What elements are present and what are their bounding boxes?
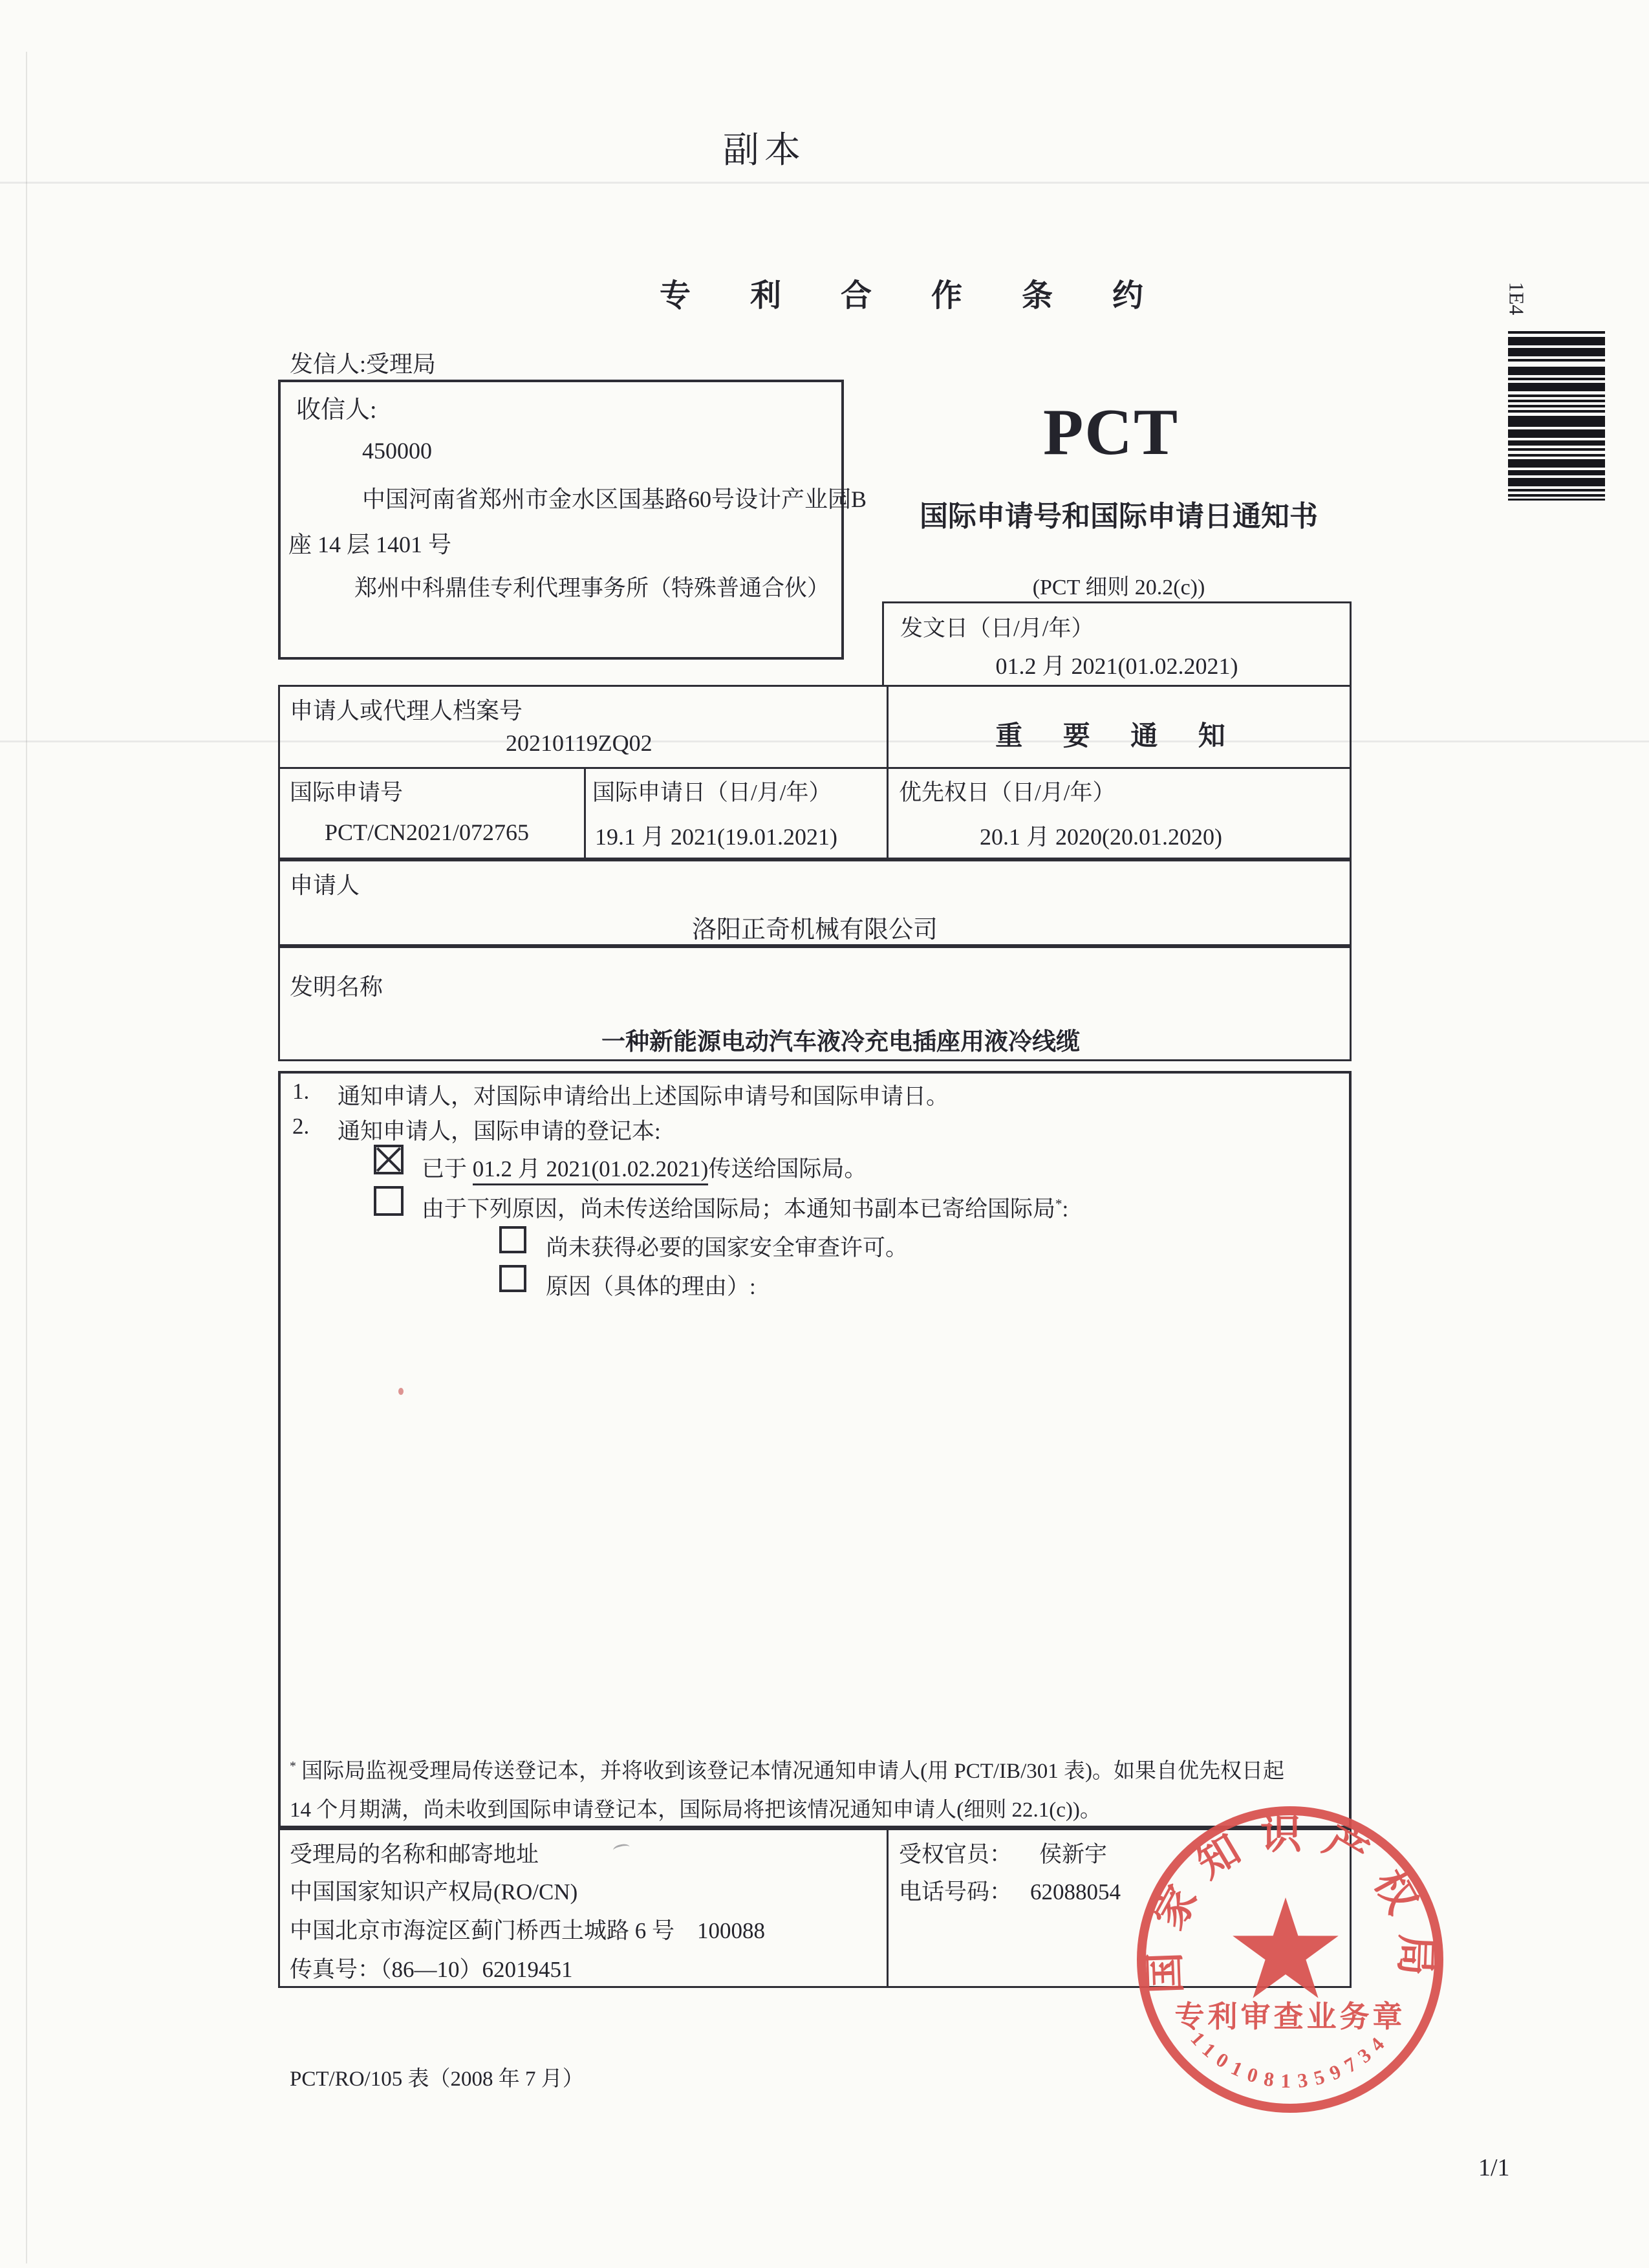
option-transmitted-date: 01.2 月 2021(01.02.2021) bbox=[473, 1156, 709, 1185]
office-box-divider bbox=[887, 1830, 889, 1986]
invention-value: 一种新能源电动汽车液冷充电插座用液冷线缆 bbox=[601, 1029, 1080, 1055]
notification-body-box bbox=[278, 1071, 1352, 1828]
phone-value: 62088054 bbox=[1030, 1879, 1121, 1905]
phone-label: 电话号码： bbox=[899, 1879, 1013, 1905]
file-ref-label: 申请人或代理人档案号 bbox=[290, 698, 523, 724]
item1-text: 通知申请人，对国际申请给出上述国际申请号和国际申请日。 bbox=[338, 1084, 949, 1109]
invention-label: 发明名称 bbox=[290, 974, 383, 1000]
option-security-text: 尚未获得必要的国家安全审查许可。 bbox=[546, 1235, 909, 1260]
item1-number: 1. bbox=[292, 1079, 310, 1104]
authorized-officer-line bbox=[899, 1837, 1107, 1869]
filing-date-label: 国际申请日（日/月/年） bbox=[592, 780, 832, 805]
footnote-line2: 14 个月期满，尚未收到国际申请登记本，国际局将把该情况通知申请人(细则 22.1(c))。 bbox=[290, 1798, 1101, 1822]
footnote-marker-ref: * bbox=[1055, 1196, 1062, 1212]
intl-app-no-label: 国际申请号 bbox=[290, 780, 404, 805]
option-not-transmitted-colon: : bbox=[1062, 1196, 1069, 1222]
option-transmitted-prefix: 已于 bbox=[422, 1156, 473, 1182]
checkbox-transmitted bbox=[374, 1145, 404, 1174]
filing-date-value: 19.1 月 2021(19.01.2021) bbox=[595, 824, 837, 850]
applicant-value: 洛阳正奇机械有限公司 bbox=[691, 916, 938, 944]
footnote-line1-text: 国际局监视受理局传送登记本，并将收到该登记本情况通知申请人(用 PCT/IB/301 表)。如果自优先权日起 bbox=[301, 1760, 1284, 1783]
recipient-agency: 郑州中科鼎佳专利代理事务所（特殊普通合伙） bbox=[354, 576, 830, 601]
paper-left-edge bbox=[26, 52, 27, 2263]
file-ref-value: 20210119ZQ02 bbox=[506, 730, 652, 756]
item2-number: 2. bbox=[292, 1114, 310, 1139]
intl-app-no-value: PCT/CN2021/072765 bbox=[325, 819, 530, 845]
seal-org-text: 国家知识产权局 bbox=[1141, 1811, 1439, 1995]
application-row-divider1 bbox=[584, 769, 586, 858]
fold-crease-top bbox=[0, 182, 1649, 184]
checkbox-not-transmitted bbox=[374, 1186, 404, 1216]
application-row-divider2 bbox=[887, 769, 889, 858]
option-reason-text: 原因（具体的理由）: bbox=[546, 1274, 756, 1299]
priority-date-label: 优先权日（日/月/年） bbox=[899, 780, 1116, 805]
barcode bbox=[1508, 331, 1605, 501]
form-code: PCT/RO/105 表（2008 年 7 月） bbox=[290, 2068, 584, 2091]
important-notice: 重 要 通 知 bbox=[995, 722, 1242, 751]
authorized-officer-value: 侯新宇 bbox=[1039, 1842, 1108, 1867]
seal-serial-number: 1101081359734 bbox=[1186, 2027, 1394, 2093]
sender-line: 发信人:受理局 bbox=[290, 351, 436, 377]
page-number: 1/1 bbox=[1478, 2154, 1510, 2181]
item2-text: 通知申请人，国际申请的登记本: bbox=[338, 1119, 661, 1144]
applicant-label: 申请人 bbox=[290, 872, 360, 898]
option-transmitted-suffix: 传送给国际局。 bbox=[708, 1156, 867, 1182]
option-transmitted-text bbox=[422, 1151, 867, 1183]
svg-text:1101081359734 bbox=[1186, 2027, 1394, 2092]
footnote-line1 bbox=[290, 1754, 1284, 1784]
phone-line bbox=[899, 1874, 1121, 1906]
pct-logo: PCT bbox=[1043, 396, 1179, 469]
seal-star-icon bbox=[1233, 1897, 1339, 1998]
mailing-date-value: 01.2 月 2021(01.02.2021) bbox=[995, 653, 1238, 679]
office-name-value: 中国国家知识产权局(RO/CN) bbox=[290, 1879, 578, 1905]
red-ink-speck bbox=[398, 1388, 404, 1395]
office-fax: 传真号：（86—10）62019451 bbox=[290, 1957, 573, 1982]
recipient-address-line2: 座 14 层 1401 号 bbox=[288, 532, 452, 557]
rule-reference: (PCT 细则 20.2(c)) bbox=[1032, 576, 1205, 599]
office-name-label: 受理局的名称和邮寄地址 bbox=[290, 1842, 539, 1867]
recipient-label: 收信人: bbox=[296, 396, 377, 424]
notice-title: 国际申请号和国际申请日通知书 bbox=[920, 501, 1318, 532]
checkbox-security-clearance bbox=[499, 1226, 526, 1253]
option-not-transmitted-text bbox=[422, 1191, 1068, 1224]
barcode-label: 1E4 bbox=[1505, 281, 1529, 316]
option-not-transmitted-main: 由于下列原因，尚未传送给国际局；本通知书副本已寄给国际局 bbox=[422, 1196, 1056, 1222]
mailing-date-label: 发文日（日/月/年） bbox=[900, 616, 1094, 641]
authorized-officer-label: 受权官员： bbox=[899, 1842, 1013, 1867]
priority-date-value: 20.1 月 2020(20.01.2020) bbox=[980, 824, 1222, 850]
recipient-address-line1: 中国河南省郑州市金水区国基路60号设计产业园B bbox=[362, 486, 867, 512]
office-address: 中国北京市海淀区蓟门桥西土城路 6 号 100088 bbox=[290, 1918, 766, 1943]
seal-title-text: 专利审查业务章 bbox=[1174, 2000, 1406, 2033]
checkbox-other-reason bbox=[499, 1265, 526, 1292]
recipient-postcode: 450000 bbox=[362, 438, 432, 464]
official-seal-stamp bbox=[1132, 1799, 1455, 2122]
footnote-marker: * bbox=[290, 1759, 296, 1773]
treaty-title: 专 利 合 作 条 约 bbox=[660, 279, 1170, 313]
copy-label: 副本 bbox=[723, 131, 806, 171]
